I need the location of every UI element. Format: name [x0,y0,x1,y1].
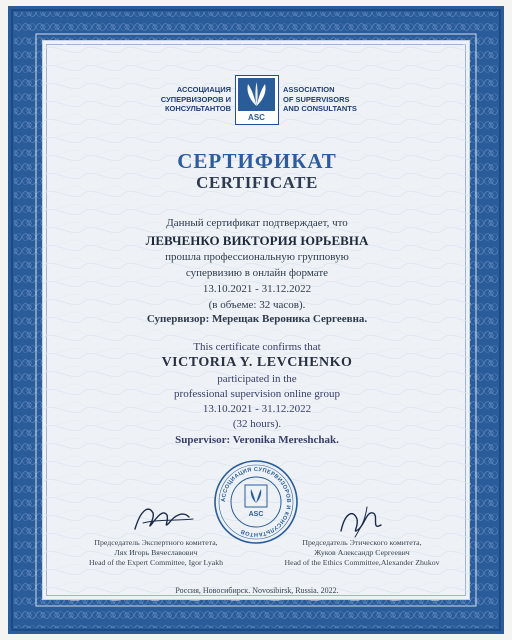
seal-center-text: ASC [248,511,264,518]
text-en-line1: participated in the [217,373,297,385]
signature-left [129,499,199,539]
signatory-left [61,538,251,567]
org-ru-line: АССОЦИАЦИЯ [176,85,231,94]
org-name-ru [121,85,231,114]
header [43,67,471,127]
dates-en: 13.10.2021 - 31.12.2022 [202,403,312,415]
hours-en: (32 hours). [232,418,282,430]
signatory-right-name-ru: Жуков Александр Сергеевич [314,547,410,557]
org-en-line: ASSOCIATION [283,85,335,94]
signatory-right-role-en: Head of the Ethics Committee,Alexander Zhukov [284,557,440,567]
signatory-left-role-en: Head of the Expert Committee, Igor Lyakh [88,557,224,567]
signatory-left-name-ru: Лях Игорь Вячеславович [114,547,198,557]
title-en: CERTIFICATE [196,173,318,192]
dates-ru: 13.10.2021 - 31.12.2022 [202,283,312,295]
certificate-body [42,40,470,600]
signatory-left-role-ru: Председатель Экспертного комитета, [94,538,218,547]
supervisor-en: Supervisor: Veronika Mereshchak. [175,434,339,446]
hours-ru: (в объеме: 32 часов). [208,299,306,311]
org-ru-line: КОНСУЛЬТАНТОВ [164,104,231,113]
logo-text: ASC [248,113,265,122]
confirms-ru: Данный сертификат подтверждает, что [166,217,348,229]
text-ru-line1: прошла профессиональную групповую [165,251,349,263]
org-en-line: OF SUPERVISORS [283,94,350,104]
title-ru: СЕРТИФИКАТ [177,149,337,173]
confirms-en: This certificate confirms that [193,341,321,353]
recipient-name-en: VICTORIA Y. LEVCHENKO [161,355,353,370]
seal-ring-text: АССОЦИАЦИЯ СУПЕРВИЗОРОВ И КОНСУЛЬТАНТОВ [220,466,292,538]
signatory-right-role-ru: Председатель Этического комитета, [302,538,422,547]
asc-logo [235,75,279,125]
signatory-right [267,538,457,567]
org-ru-line: СУПЕРВИЗОРОВ И [160,94,231,104]
certificate-frame [8,6,504,634]
signature-right [331,503,391,543]
org-en-line: AND CONSULTANTS [283,104,357,113]
recipient-name-ru: ЛЕВЧЕНКО ВИКТОРИЯ ЮРЬЕВНА [145,233,369,248]
association-seal [213,459,299,545]
footer-location: Россия, Новосибирск. Novosibirsk, Russia. 2022. [175,586,339,595]
text-en-line2: professional supervision online group [174,388,340,400]
org-name-en [283,85,403,114]
text-ru-line2: супервизию в онлайн формате [185,267,329,279]
supervisor-ru: Супервизор: Мерещак Вероника Сергеевна. [146,313,368,325]
